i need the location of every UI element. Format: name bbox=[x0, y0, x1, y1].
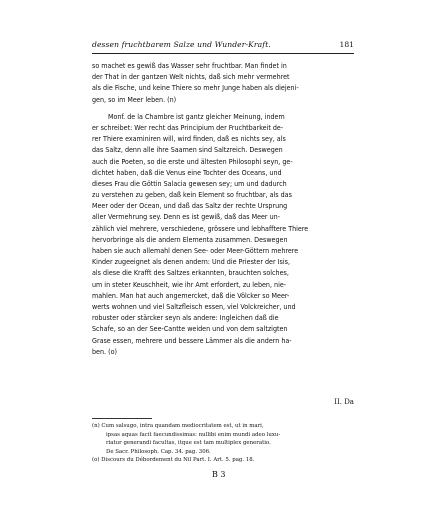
text-line: dieses Frau die Göttin Salacia gewesen sey; um und dadurch bbox=[92, 178, 287, 188]
text-line: um in steter Keuschheit, wie ihr Amt erfordert, zu leben, nie- bbox=[92, 279, 287, 289]
text-line: ben. (o) bbox=[92, 346, 117, 356]
text-line: gen, so im Meer leben. (n) bbox=[92, 94, 177, 104]
catchword-row bbox=[92, 398, 354, 409]
running-title: dessen fruchtbarem Salze und Wunder-Kraft. bbox=[92, 40, 271, 49]
catchword: II. Da bbox=[334, 398, 354, 406]
footnote-o-line bbox=[92, 456, 354, 465]
footnote-n-line bbox=[92, 422, 354, 431]
text-line: Kinder zugeeignet als denen andern: Und die Priester der Isis, bbox=[92, 257, 290, 267]
text-line: so machet es gewiß das Wasser sehr fruchtbar. Man findet in bbox=[92, 61, 287, 70]
running-header bbox=[92, 40, 354, 54]
text-line: aller Vermehrung sey. Denn es ist gewiß, daß das Meer un- bbox=[92, 212, 280, 222]
footnote-text: De Sacr. Philosoph. Cap. 34. pag. 306. bbox=[106, 448, 211, 455]
footnote-rule bbox=[92, 418, 152, 419]
text-line: als die Fische, und keine Thiere so mehr Junge haben als diejeni- bbox=[92, 83, 299, 93]
footnote-text: ipsas aquas facit faecundissimas: nullibi enim mundi adeo luxu- bbox=[106, 431, 281, 438]
text-line: der That in der gantzen Welt nichts, daß sich mehr vermehret bbox=[92, 72, 290, 82]
footnote-marker: (n) bbox=[92, 423, 100, 429]
signature-mark: B 3 bbox=[212, 470, 226, 479]
text-line: Monf. de la Chambre ist gantz gleicher Meinung, indem bbox=[108, 111, 285, 121]
page-number: 181 bbox=[339, 40, 354, 49]
footnotes bbox=[92, 422, 354, 465]
text-line: er schreibet: Wer recht das Principium der Fruchtbarkeit de- bbox=[92, 122, 284, 132]
footnote-text: Discours du Débordement du Nil Part. I. Art. 5. pag. 18. bbox=[101, 457, 255, 464]
book-page bbox=[92, 40, 354, 480]
text-line: Grase essen, mehrere und bessere Lämmer als die andern ha- bbox=[92, 335, 292, 345]
footnote-text: riatur generandi facultas, itque est tam multiplex generatio. bbox=[106, 440, 271, 447]
text-line: zählich viel mehrere, verschiedene, grössere und lebhafftere Thiere bbox=[92, 223, 309, 233]
text-line: werts wohnen und viel Saltzfleisch essen, viel Volckreicher, und bbox=[92, 301, 296, 311]
text-line: rer Thiere examiniren will, wird finden, daß es nichts sey, als bbox=[92, 134, 286, 144]
text-line: robuster oder stärcker seyn als andere: Ingleichen daß die bbox=[92, 313, 279, 323]
text-line: dichtet haben, daß die Venus eine Tochter des Oceans, und bbox=[92, 167, 282, 177]
footnote-text: Cum salsugo, intra quandam mediocritatem est, ut in mari, bbox=[101, 423, 264, 429]
text-line: zu verstehen zu geben, daß kein Element so fruchtbar, als das bbox=[92, 190, 292, 200]
text-line: auch die Poeten, so die erste und ältesten Philosophi seyn, ge- bbox=[92, 156, 293, 166]
text-line: Schafe, so an der See-Cantte weiden und von dem saltzigten bbox=[92, 324, 288, 334]
footnote-marker: (o) bbox=[92, 457, 100, 464]
text-line: Meer oder der Ocean, und daß das Saltz der rechte Ursprung bbox=[92, 201, 288, 211]
text-line: haben sie auch allemahl denen See- oder Meer-Göttern mehrere bbox=[92, 246, 299, 255]
text-line: das Saltz, denn alle ihre Saamen sind Saltzreich. Deswegen bbox=[92, 145, 283, 155]
main-text bbox=[92, 60, 354, 357]
text-line: als diese die Krafft des Saltzes erkannten, brauchten solches, bbox=[92, 268, 289, 278]
header-rule bbox=[92, 53, 354, 54]
text-line: mahlen. Man hat auch angemercket, daß die Völcker so Meer- bbox=[92, 290, 290, 300]
text-line: hervorbringe als die andern Elementa zusammen. Deswegen bbox=[92, 234, 288, 244]
